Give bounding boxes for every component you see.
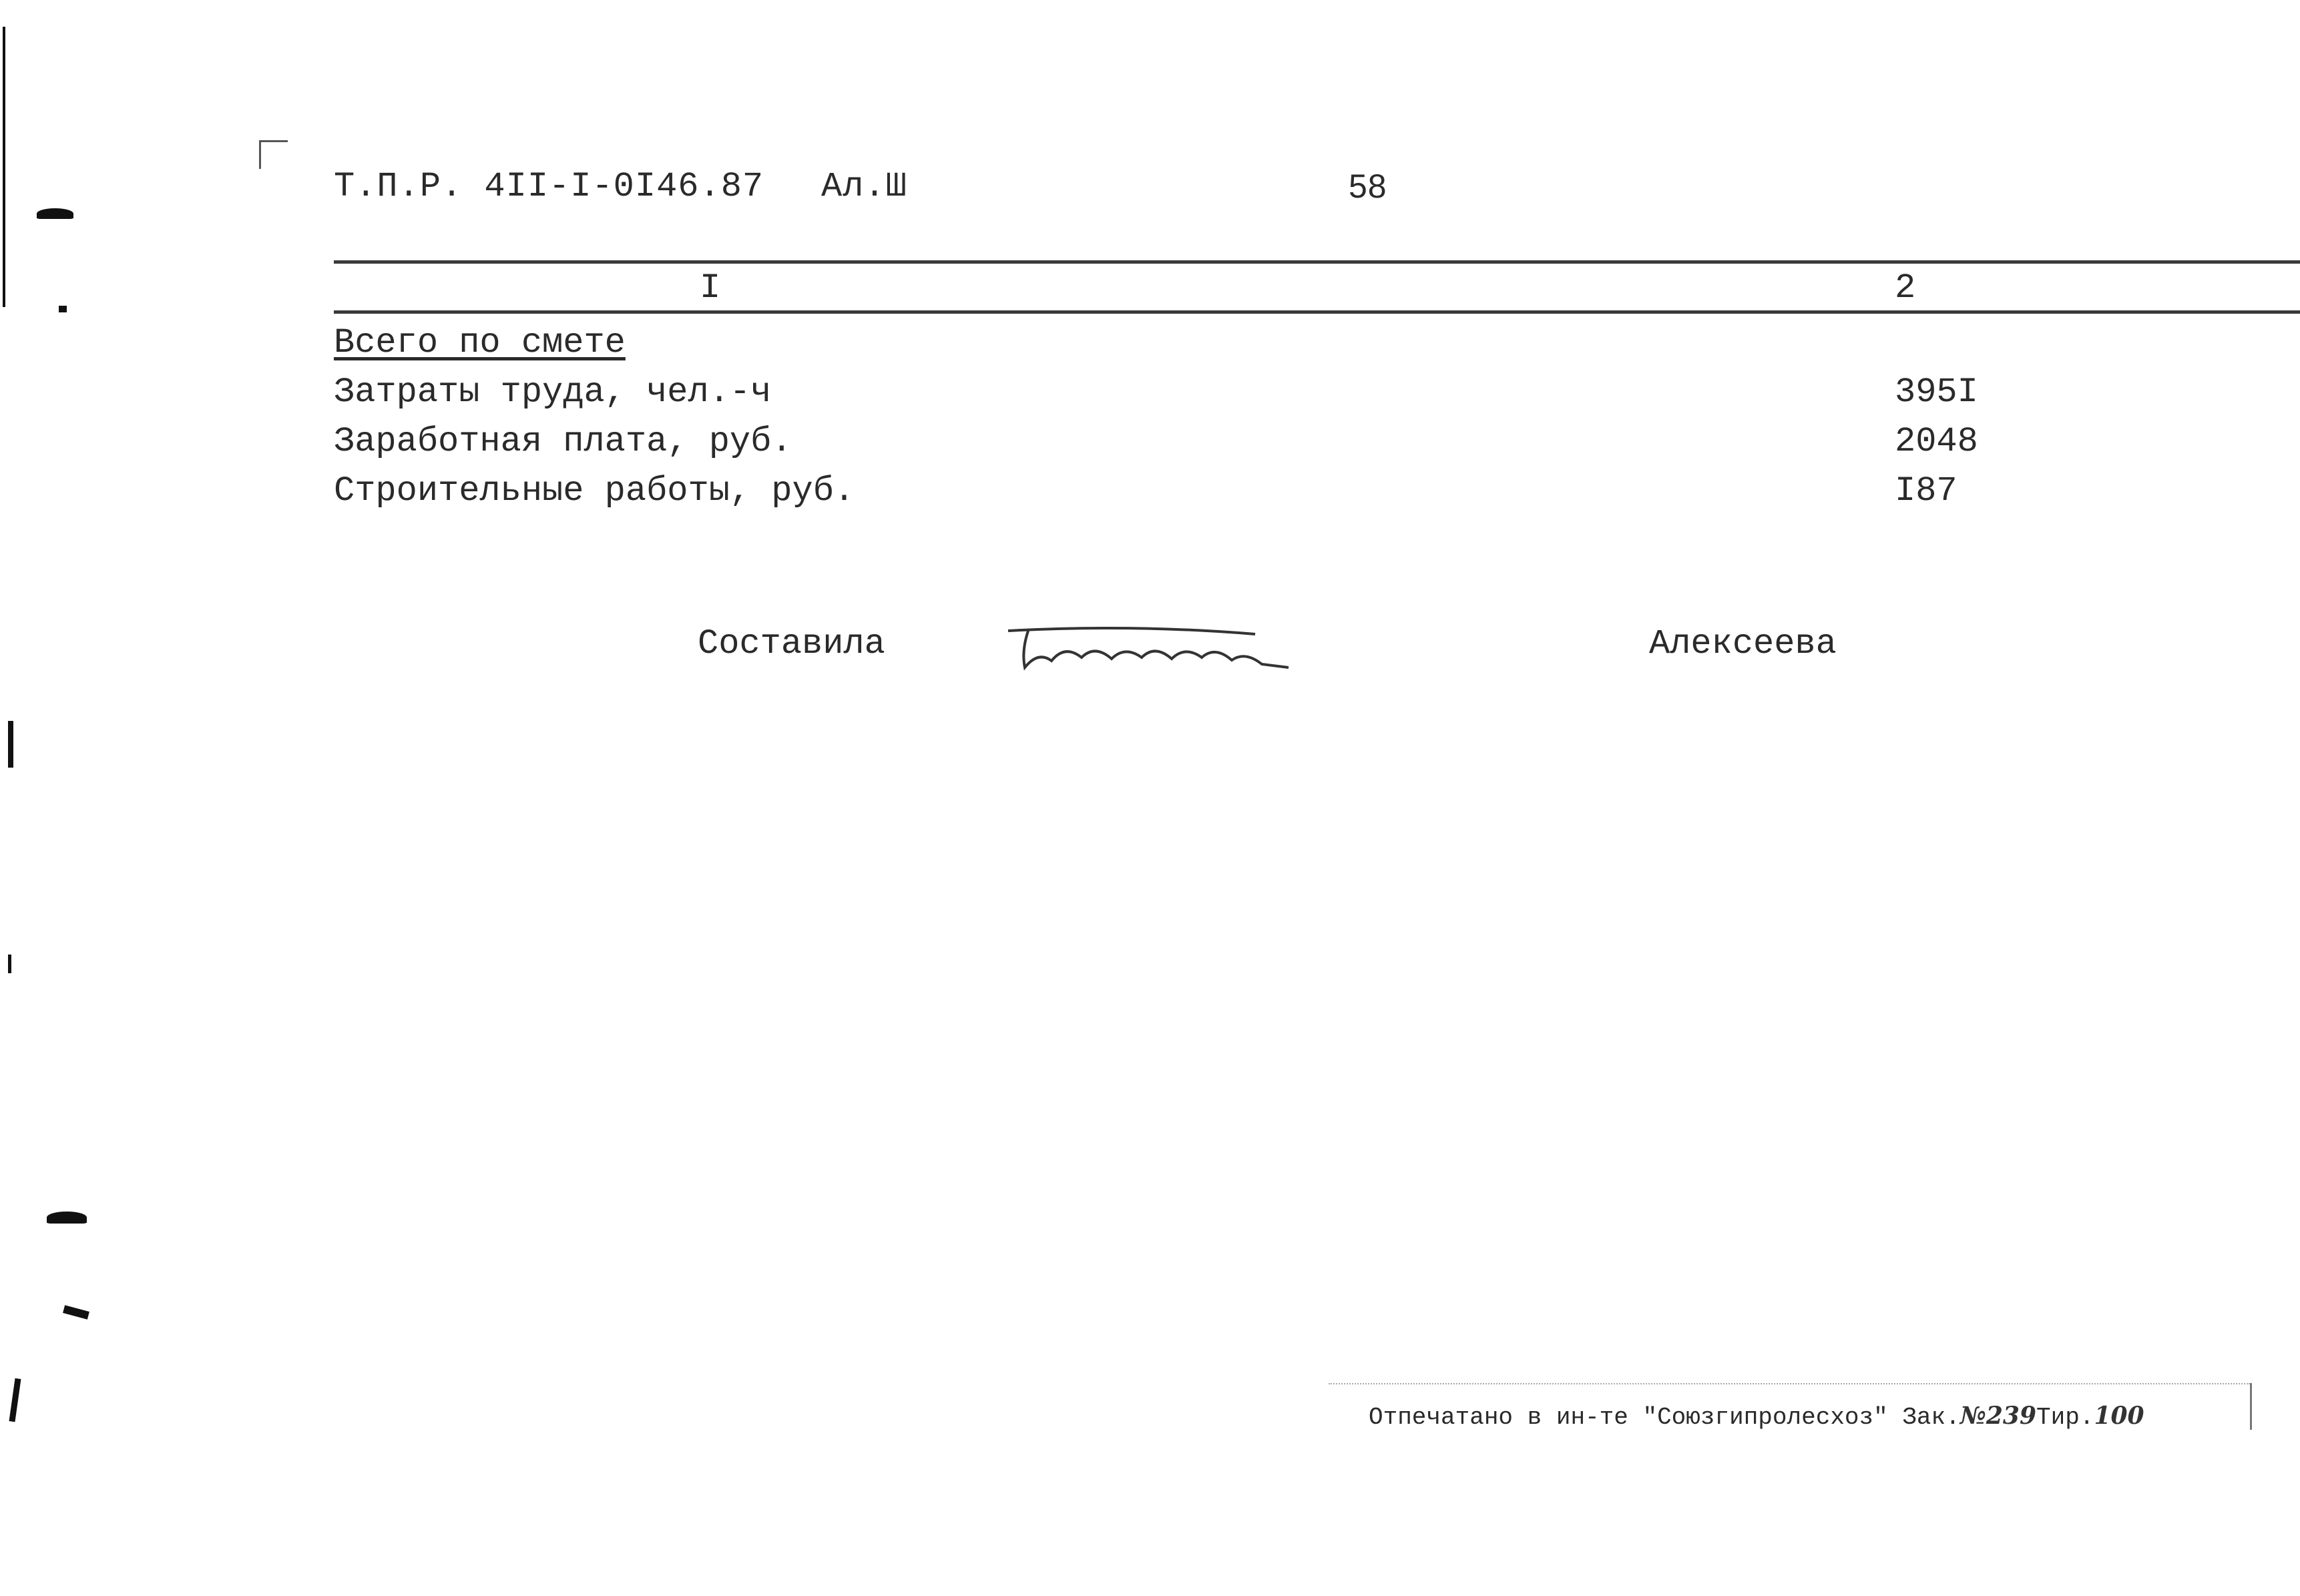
print-note-text: Отпечатано в ин-те "Союзгипролесхоз" Зак. [1369,1404,1960,1431]
table-row [334,372,2270,419]
print-note [1369,1402,2257,1442]
scan-mark [63,1305,89,1319]
page-number: 58 [1349,168,1387,205]
scan-mark [47,1212,87,1224]
row-value: I87 [1895,471,1958,511]
table-row [334,422,2270,469]
table-top-rule [334,260,2300,264]
column-header-2: 2 [1895,268,1916,308]
table-header-rule [334,310,2300,314]
row-label: Затраты труда, чел.-ч [334,372,772,412]
scan-mark [37,208,73,219]
compiled-by-label: Составила [698,624,885,663]
handwritten-signature [1001,604,1295,684]
signer-name: Алексеева [1649,624,1837,663]
circulation-value: 100 [2094,1402,2144,1430]
scan-mark [59,306,67,312]
scan-edge-line [3,27,5,307]
row-value: 395I [1895,372,1978,412]
document-header [334,167,2270,220]
circulation-label: Тир. [2036,1404,2094,1431]
document-code: Т.П.Р. 4II-I-0I46.87 [334,167,764,206]
scan-mark [9,1378,21,1422]
section-title: Всего по смете [334,323,626,362]
scan-mark [8,721,13,768]
row-label: Строительные работы, руб. [334,471,855,511]
corner-mark [259,140,288,169]
row-value: 2048 [1895,422,1978,461]
order-number: №239 [1960,1402,2037,1430]
sheet-label: Ал.Ш [821,167,907,206]
scan-mark [8,955,11,973]
row-label: Заработная плата, руб. [334,422,792,461]
column-header-1: I [700,268,721,308]
signature-block [698,624,1899,691]
footer-rule [1329,1383,2250,1384]
table-row [334,471,2270,518]
